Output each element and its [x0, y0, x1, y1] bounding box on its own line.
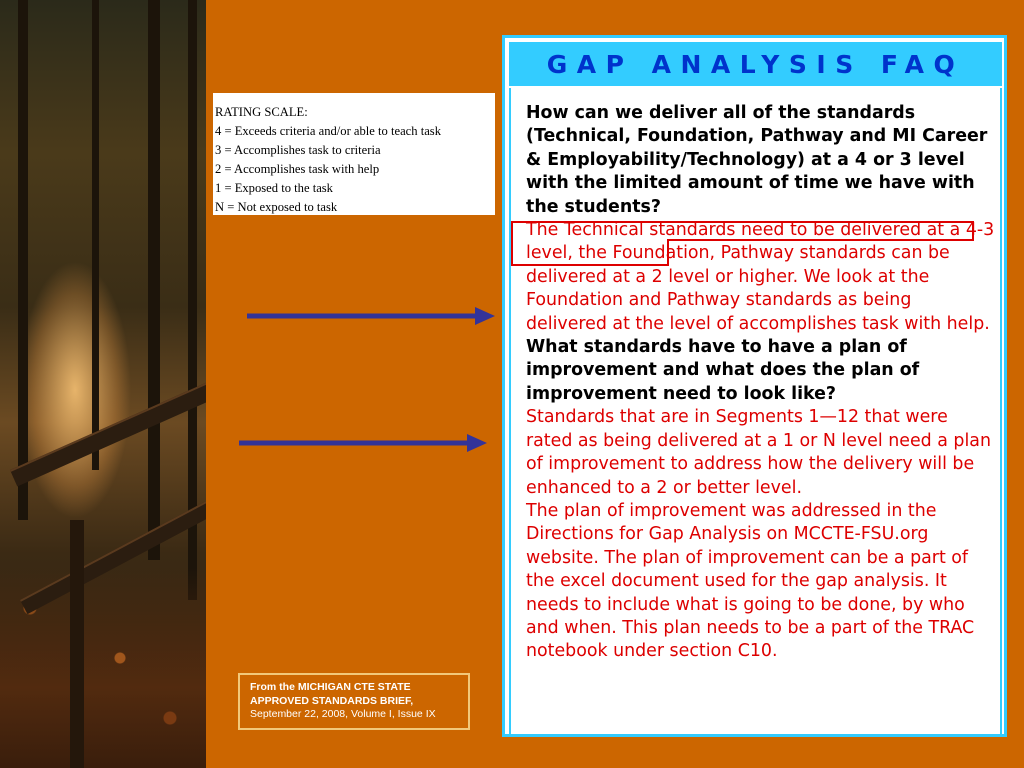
tree-trunk	[18, 0, 28, 520]
rating-scale-item: 2 = Accomplishes task with help	[215, 162, 380, 176]
fence-rail	[10, 381, 206, 487]
arrow-right-icon	[245, 304, 497, 328]
fence-post	[70, 520, 84, 768]
faq-answer-2: Standards that are in Segments 1—12 that were rated as being delivered at a 1 or N level need a plan of improvement to address how the delivery will be enhanced to a 2 or better level.	[526, 407, 991, 498]
tree-trunk	[148, 0, 160, 560]
rating-scale-title: RATING SCALE:	[215, 105, 308, 119]
highlight-box-bottom	[511, 239, 669, 266]
source-line-1: From the MICHIGAN CTE STATE	[250, 681, 411, 693]
tree-trunk	[92, 0, 99, 470]
highlight-box-divider	[667, 239, 974, 241]
faq-answer-3: The plan of improvement was addressed in the Directions for Gap Analysis on MCCTE-FSU.org website. The plan of improvement can be a part of the excel document used for the gap analysis. It needs to include what is going to be done, by who and when. This plan needs to be a part of the TRAC notebook under section C10.	[526, 500, 975, 662]
forest-photo	[0, 0, 206, 768]
source-line-3: September 22, 2008, Volume I, Issue IX	[250, 708, 436, 720]
faq-question-1: How can we deliver all of the standards (Technical, Foundation, Pathway and MI Career & Employability/Technology) at a 4 or 3 level with the limited amount of time we have with the students?	[526, 103, 988, 217]
faq-question-2: What standards have to have a plan of improvement and what does the plan of improvement need to look like?	[526, 337, 920, 404]
rating-scale-item: N = Not exposed to task	[215, 200, 338, 214]
highlight-box-top	[511, 221, 974, 241]
rating-scale-item: 1 = Exposed to the task	[215, 181, 333, 195]
arrow-right-icon	[237, 431, 489, 455]
rating-scale-box	[213, 93, 495, 215]
rating-scale-item: 3 = Accomplishes task to criteria	[215, 143, 381, 157]
rating-scale-item: 4 = Exceeds criteria and/or able to teach task	[215, 124, 441, 138]
faq-content	[526, 102, 996, 664]
highlighted-answer: The Technical standards need to be delivered at a 4-3 level,	[526, 220, 995, 264]
answer-continued: the Foundation, Pathway standards can be delivered at a 2 level or higher. We look at the Foundation and Pathway standards as being delivered at the level of accomplishes task with help.	[526, 243, 990, 334]
faq-title: GAP ANALYSIS FAQ	[509, 42, 1002, 86]
source-line-2: APPROVED STANDARDS BRIEF,	[250, 694, 414, 707]
source-citation	[238, 673, 470, 730]
